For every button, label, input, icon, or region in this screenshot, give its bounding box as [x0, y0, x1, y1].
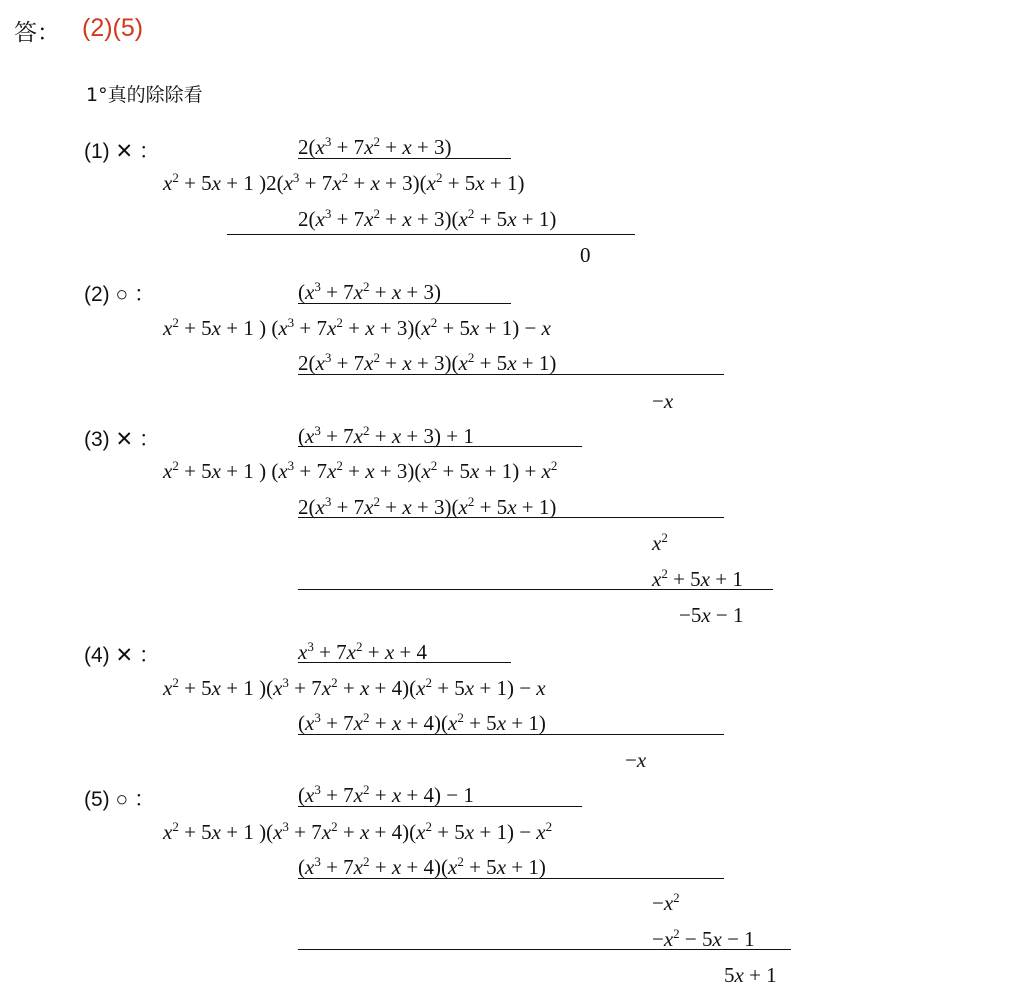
- item-4-subtract-rule: [298, 734, 724, 735]
- answer-label: 答：: [14, 20, 60, 46]
- item-2-quotient-rule: [298, 303, 511, 304]
- item-5-quotient-rule: [298, 806, 582, 807]
- item-3-subtract-rule: [298, 517, 724, 518]
- item-1-division: $x^2 + 5x + 1$ )$2(x^3 + 7x^2 + x + 3)(x^2 + 5x + 1)$: [163, 170, 525, 195]
- item-5-label: (5) ○ ：: [84, 788, 156, 811]
- item-2-subtract-rule: [298, 374, 724, 375]
- item-3-quotient: $(x^3 + 7x^2 + x + 3) + 1$: [298, 423, 474, 448]
- item-4-quotient-rule: [298, 662, 511, 663]
- item-5-subtract2-rule: [298, 949, 791, 950]
- item-1-quotient: $2(x^3 + 7x^2 + x + 3)$: [298, 134, 452, 159]
- item-1-subtract-rule: [227, 234, 635, 235]
- item-1-subtract: $2(x^3 + 7x^2 + x + 3)(x^2 + 5x + 1)$: [298, 206, 557, 231]
- item-3-quotient-rule: [298, 446, 582, 447]
- item-5-division: $x^2 + 5x + 1$ )$(x^3 + 7x^2 + x + 4)(x^2 + 5x + 1) - x^2$: [163, 819, 553, 844]
- item-4-quotient: $x^3 + 7x^2 + x + 4$: [298, 639, 428, 664]
- section-title: 1°真的除除看: [86, 84, 203, 106]
- item-4-subtract: $(x^3 + 7x^2 + x + 4)(x^2 + 5x + 1)$: [298, 710, 546, 735]
- item-3-subtract: $2(x^3 + 7x^2 + x + 3)(x^2 + 5x + 1)$: [298, 494, 557, 519]
- item-2-remainder: −x: [652, 389, 674, 413]
- item-4-label: (4) ✕ ：: [84, 644, 160, 667]
- item-5-subtract2: $-x^2 - 5x - 1$: [652, 926, 755, 951]
- item-5-step: $-x^2$: [652, 890, 680, 915]
- item-5-subtract-rule: [298, 878, 724, 879]
- item-1-remainder: 0: [580, 243, 591, 267]
- answer-value: (2)(5): [82, 14, 144, 42]
- item-4-remainder: −x: [625, 748, 647, 772]
- item-1-label: (1) ✕ ：: [84, 140, 160, 163]
- item-3-label: (3) ✕ ：: [84, 428, 160, 451]
- item-3-subtract2-rule: [298, 589, 773, 590]
- item-3-step: $x^2$: [652, 530, 668, 555]
- item-1-quotient-rule: [298, 158, 511, 159]
- item-2-label: (2) ○ ：: [84, 283, 156, 306]
- item-2-subtract: $2(x^3 + 7x^2 + x + 3)(x^2 + 5x + 1)$: [298, 350, 557, 375]
- item-2-division: $x^2 + 5x + 1$ ) $(x^3 + 7x^2 + x + 3)(x^2 + 5x + 1) - x$: [163, 315, 551, 340]
- item-5-quotient: $(x^3 + 7x^2 + x + 4) - 1$: [298, 782, 474, 807]
- item-5-subtract: $(x^3 + 7x^2 + x + 4)(x^2 + 5x + 1)$: [298, 854, 546, 879]
- item-3-remainder: −5x − 1: [679, 603, 744, 627]
- item-3-subtract2: $x^2 + 5x + 1$: [652, 566, 743, 591]
- item-3-division: $x^2 + 5x + 1$ ) $(x^3 + 7x^2 + x + 3)(x^2 + 5x + 1) + x^2$: [163, 458, 558, 483]
- item-2-quotient: $(x^3 + 7x^2 + x + 3)$: [298, 279, 442, 304]
- item-5-remainder: 5x + 1: [724, 963, 777, 987]
- item-4-division: $x^2 + 5x + 1$ )$(x^3 + 7x^2 + x + 4)(x^2 + 5x + 1) - x$: [163, 675, 546, 700]
